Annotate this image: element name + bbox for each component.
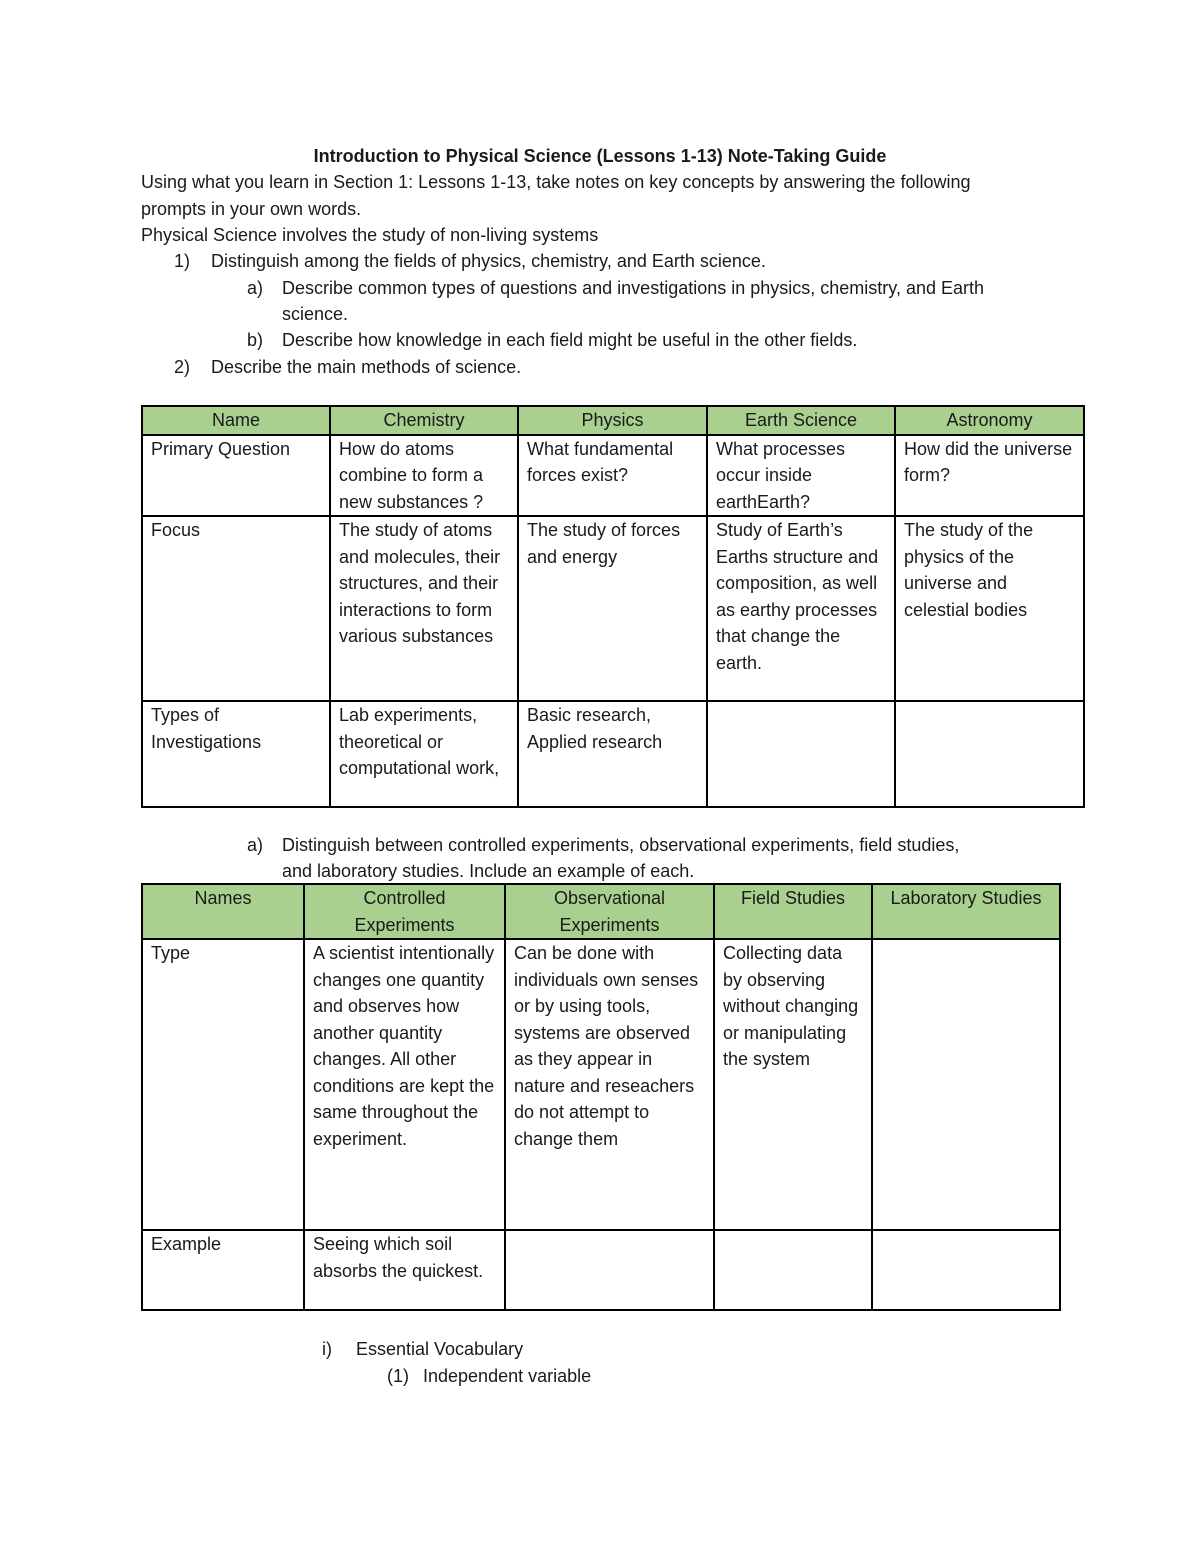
list-letter: b) bbox=[247, 330, 264, 350]
table-cell: Collecting data by observing without changing or manipulating the system bbox=[714, 939, 872, 1230]
table-cell: Seeing which soil absorbs the quickest. bbox=[304, 1230, 505, 1310]
study-types-table bbox=[141, 883, 1061, 1311]
table-cell bbox=[707, 701, 895, 807]
document-title: Introduction to Physical Science (Lessons 1-13) Note-Taking Guide bbox=[313, 146, 887, 166]
table-cell: Lab experiments, theoretical or computational work, bbox=[330, 701, 518, 807]
list-letter: a) bbox=[247, 835, 264, 855]
table-row bbox=[142, 701, 1084, 807]
table-cell: Study of Earth’s Earths structure and composition, as well as earthy processes that change the earth. bbox=[707, 516, 895, 701]
outline-item-2 bbox=[174, 354, 522, 380]
list-text: Describe common types of questions and investigations in physics, chemistry, and Earth bbox=[282, 278, 984, 298]
table-cell bbox=[872, 1230, 1060, 1310]
table-cell: The study of atoms and molecules, their structures, and their interactions to form various substances bbox=[330, 516, 518, 701]
outline-item-1 bbox=[174, 248, 766, 274]
vocab-item-1 bbox=[387, 1363, 592, 1389]
row-label: Types of Investigations bbox=[142, 701, 330, 807]
distinguish-prompt bbox=[247, 832, 960, 858]
table-row bbox=[142, 516, 1084, 701]
table-cell: The study of forces and energy bbox=[518, 516, 707, 701]
table-cell bbox=[505, 1230, 714, 1310]
header-controlled-experiments: Controlled Experiments bbox=[304, 884, 505, 939]
table-cell bbox=[714, 1230, 872, 1310]
distinguish-prompt-cont: and laboratory studies. Include an example of each. bbox=[282, 861, 695, 881]
row-label: Focus bbox=[142, 516, 330, 701]
list-text: Essential Vocabulary bbox=[356, 1339, 524, 1359]
list-text: Distinguish between controlled experiments, observational experiments, field studies, bbox=[282, 835, 960, 855]
science-fields-table bbox=[141, 405, 1085, 808]
intro-line-2: prompts in your own words. bbox=[141, 199, 362, 219]
table-row bbox=[142, 939, 1060, 1230]
outline-item-1a bbox=[247, 275, 984, 301]
header-names: Names bbox=[142, 884, 304, 939]
intro-line-1: Using what you learn in Section 1: Lessons 1-13, take notes on key concepts by answering the following bbox=[141, 172, 971, 192]
header-astronomy: Astronomy bbox=[895, 406, 1084, 435]
vocab-heading bbox=[322, 1336, 524, 1362]
table-row bbox=[142, 435, 1084, 517]
table-cell: The study of the physics of the universe and celestial bodies bbox=[895, 516, 1084, 701]
list-number: 1) bbox=[174, 251, 191, 271]
list-text: Describe the main methods of science. bbox=[211, 357, 522, 377]
outline-item-1b bbox=[247, 327, 858, 353]
list-number: (1) bbox=[387, 1366, 409, 1386]
table-cell bbox=[895, 701, 1084, 807]
table-cell: A scientist intentionally changes one quantity and observes how another quantity changes. All other conditions are kept the same throughout the experiment. bbox=[304, 939, 505, 1230]
list-roman: i) bbox=[322, 1339, 332, 1359]
row-label: Type bbox=[142, 939, 304, 1230]
row-label: Example bbox=[142, 1230, 304, 1310]
table-cell: What processes occur inside earthEarth? bbox=[707, 435, 895, 517]
list-text: Distinguish among the fields of physics, chemistry, and Earth science. bbox=[211, 251, 766, 271]
outline-item-1a-cont: science. bbox=[282, 304, 349, 324]
intro-line-3: Physical Science involves the study of non-living systems bbox=[141, 225, 599, 245]
header-name: Name bbox=[142, 406, 330, 435]
header-earth-science: Earth Science bbox=[707, 406, 895, 435]
table-cell: Basic research, Applied research bbox=[518, 701, 707, 807]
list-text: Independent variable bbox=[423, 1366, 592, 1386]
table-row bbox=[142, 1230, 1060, 1310]
list-letter: a) bbox=[247, 278, 264, 298]
table-cell: How do atoms combine to form a new substances ? bbox=[330, 435, 518, 517]
list-text: Describe how knowledge in each field might be useful in the other fields. bbox=[282, 330, 858, 350]
header-field-studies: Field Studies bbox=[714, 884, 872, 939]
list-number: 2) bbox=[174, 357, 191, 377]
table-header-row bbox=[142, 406, 1084, 435]
table-cell: How did the universe form? bbox=[895, 435, 1084, 517]
table-cell: What fundamental forces exist? bbox=[518, 435, 707, 517]
header-chemistry: Chemistry bbox=[330, 406, 518, 435]
header-observational-experiments: Observational Experiments bbox=[505, 884, 714, 939]
header-laboratory-studies: Laboratory Studies bbox=[872, 884, 1060, 939]
table-header-row bbox=[142, 884, 1060, 939]
table-cell bbox=[872, 939, 1060, 1230]
table-cell: Can be done with individuals own senses or by using tools, systems are observed as they appear in nature and reseachers do not attempt to change them bbox=[505, 939, 714, 1230]
row-label: Primary Question bbox=[142, 435, 330, 517]
header-physics: Physics bbox=[518, 406, 707, 435]
